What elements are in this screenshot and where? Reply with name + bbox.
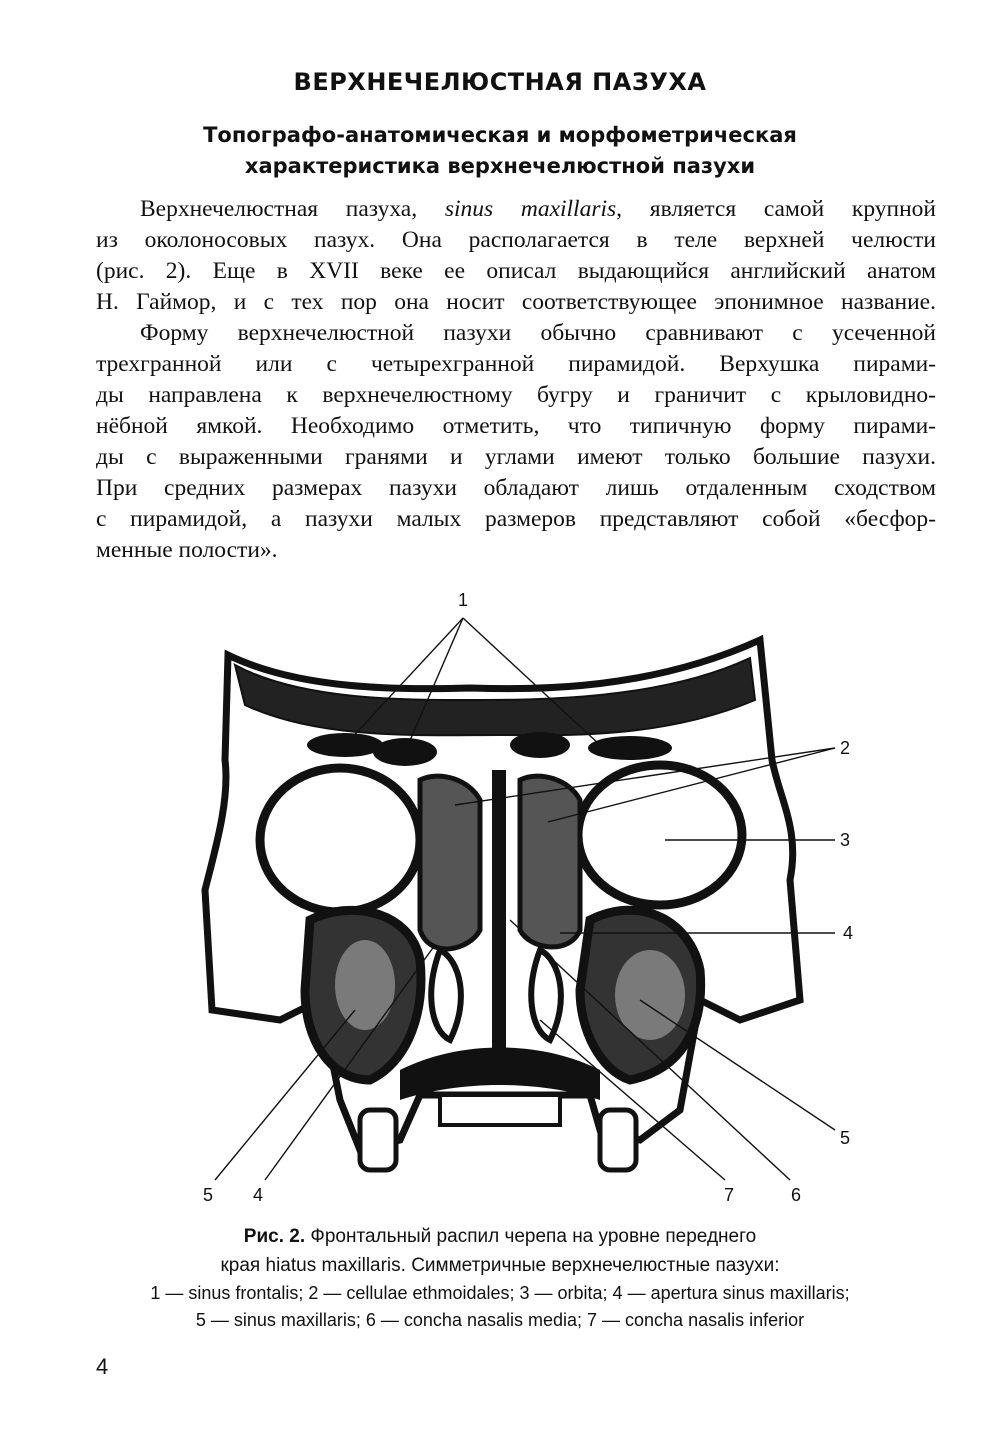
tooth (360, 1110, 396, 1170)
page-number: 4 (96, 1354, 109, 1379)
caption-line-1 (0, 1222, 1000, 1251)
text-span: Верхнечелюстная пазуха, (140, 196, 445, 222)
subtitle-line-1: Топографо-анатомическая и морфометрическая (203, 123, 797, 147)
frontal-sinus-right-2 (588, 736, 672, 760)
paragraph-2-line-8: менные полости». (96, 537, 278, 563)
paragraph-1 (96, 194, 936, 318)
paragraph-2-line-2: трехгранной или с четырехгранной пирамидой. Верхушка пирами- (96, 351, 936, 377)
page-title: ВЕРХНЕЧЕЛЮСТНАЯ ПАЗУХА (293, 68, 707, 96)
label-1: 1 (458, 590, 469, 610)
paragraph-2-line-6: При средних размерах пазухи обладают лишь отдаленным сходством (96, 475, 936, 501)
orbit-left (260, 768, 420, 912)
orbit-right (578, 765, 742, 905)
paragraph-1-line-4: Н. Гаймор, и с тех пор она носит соответствующее эпонимное название. (96, 289, 936, 315)
label-4-bottom: 4 (253, 1185, 264, 1205)
label-6: 6 (791, 1185, 802, 1205)
label-7: 7 (724, 1185, 735, 1205)
figure-caption (0, 1222, 1000, 1334)
section-subtitle (0, 120, 1000, 182)
latin-term: sinus maxillaris (444, 196, 617, 222)
paragraph-2-line-7: с пирамидой, а пазухи малых размеров представляют собой «бесфор- (96, 506, 936, 532)
caption-line-4: 5 — sinus maxillaris; 6 — concha nasalis media; 7 — concha nasalis inferior (195, 1310, 805, 1330)
teeth-row (440, 1095, 560, 1125)
caption-figure-number: Рис. 2. (243, 1226, 306, 1247)
paragraph-2-line-5: ды с выраженными гранями и углами имеют только большие пазухи. (96, 444, 936, 470)
paragraph-2 (96, 318, 936, 566)
paragraph-1-line-3: (рис. 2). Еще в XVII веке ее описал выдающийся английский анатом (96, 258, 936, 284)
ethmoid-cells-right (520, 776, 580, 947)
text-span: , является самой крупной (616, 196, 936, 222)
label-4-right: 4 (843, 923, 854, 943)
paragraph-1-line-2: из околоносовых пазух. Она располагается в теле верхней челюсти (96, 227, 936, 253)
label-5-bottom: 5 (203, 1185, 214, 1205)
label-2: 2 (840, 738, 851, 758)
nasal-septum (492, 770, 506, 1070)
label-3: 3 (840, 830, 851, 850)
caption-line-2: края hiatus maxillaris. Симметричные верхнечелюстные пазухи: (220, 1255, 780, 1276)
caption-line-3: 1 — sinus frontalis; 2 — cellulae ethmoidales; 3 — orbita; 4 — apertura sinus maxillaris; (150, 1283, 850, 1303)
skull-illustration (0, 580, 1000, 1220)
subtitle-line-2: характеристика верхнечелюстной пазухи (244, 154, 756, 178)
paragraph-2-line-3: ды направлена к верхнечелюстному бугру и граничит с крыловидно- (96, 382, 936, 408)
frontal-sinus-right (510, 732, 570, 758)
maxillary-sinus-left-highlight (335, 940, 395, 1030)
label-5-right: 5 (840, 1128, 851, 1148)
concha-left (431, 950, 461, 1040)
caption-text: Фронтальный распил черепа на уровне переднего (305, 1226, 757, 1247)
paragraph-2-line-1: Форму верхнечелюстной пазухи обычно сравнивают с усеченной (140, 320, 936, 346)
paragraph-1-line-1 (96, 194, 936, 225)
skull-figure (0, 580, 1000, 1220)
paragraph-2-line-4: нёбной ямкой. Необходимо отметить, что типичную форму пирами- (96, 413, 936, 439)
tooth (600, 1110, 636, 1170)
body-text (96, 194, 936, 566)
